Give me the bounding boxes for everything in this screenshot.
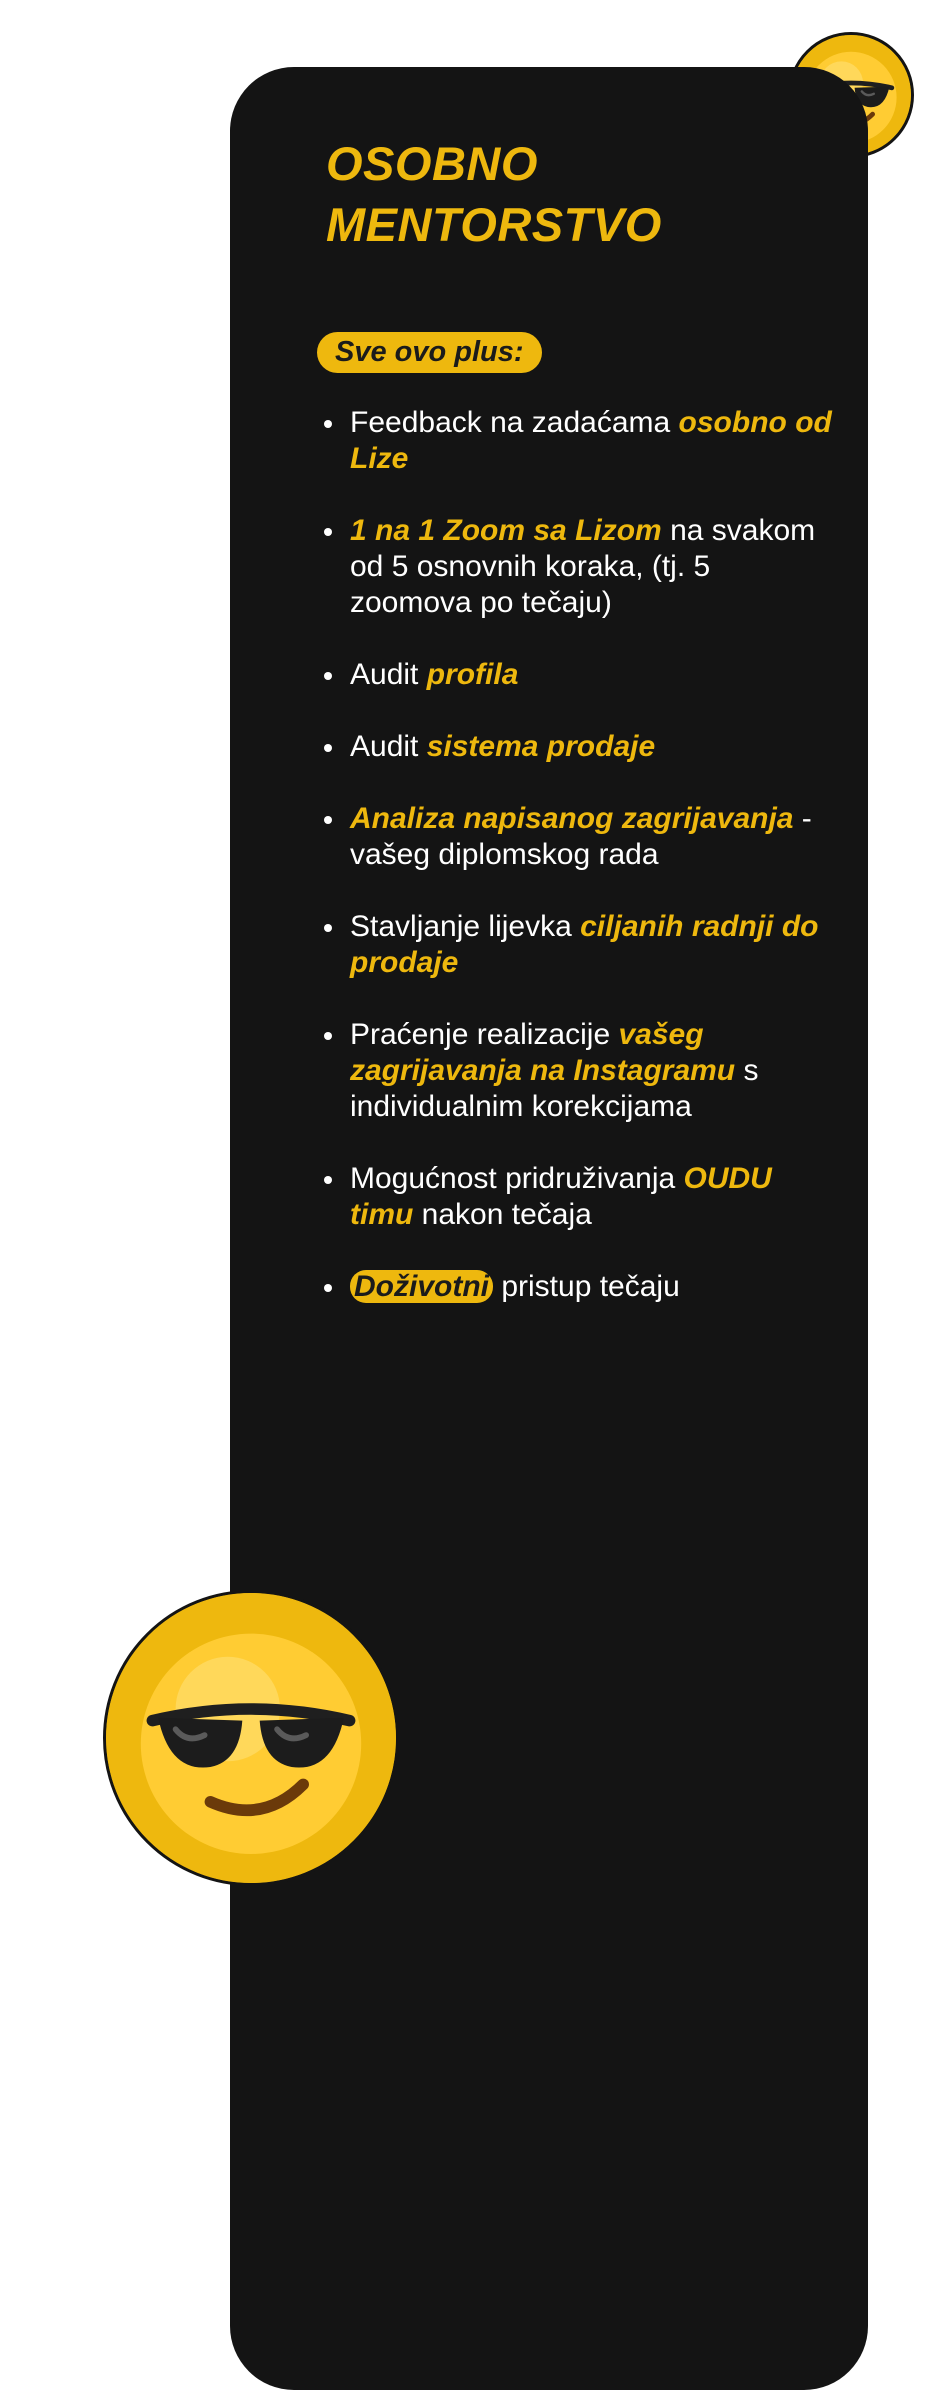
feature-highlight-pill: Doživotni: [350, 1270, 493, 1303]
feature-item: [320, 657, 840, 693]
feature-highlight: osobno od Lize: [350, 406, 832, 475]
feature-item: [320, 729, 840, 765]
feature-highlight: OUDU timu: [350, 1162, 772, 1231]
feature-text: pristup tečaju: [493, 1270, 680, 1303]
feature-item: [320, 1161, 840, 1233]
bullet-dot: [324, 1284, 332, 1292]
bullet-dot: [324, 1032, 332, 1040]
bullet-dot: [324, 924, 332, 932]
feature-text: na svakom od 5 osnovnih koraka, (tj. 5 zoomova po tečaju): [350, 514, 816, 619]
bullet-dot: [324, 816, 332, 824]
feature-item: [320, 1269, 840, 1305]
feature-item: [320, 801, 840, 873]
feature-highlight: Analiza napisanog zagrijavanja: [350, 802, 794, 835]
plan-title-line-1: OSOBNO: [326, 137, 538, 190]
feature-highlight: sistema prodaje: [426, 730, 656, 763]
bullet-dot: [324, 420, 332, 428]
feature-text: Stavljanje lijevka: [350, 910, 581, 943]
feature-highlight: profila: [426, 658, 519, 691]
plan-title-line-2: MENTORSTVO: [326, 198, 662, 251]
plan-title: [326, 133, 786, 255]
feature-highlight: 1 na 1 Zoom sa Lizom: [350, 514, 662, 547]
feature-text: - vašeg diplomskog rada: [350, 802, 812, 871]
feature-item: [320, 909, 840, 981]
feature-highlight: ciljanih radnji do prodaje: [350, 910, 819, 979]
feature-item: [320, 1017, 840, 1125]
feature-text: Audit: [350, 658, 427, 691]
feature-list: [320, 405, 840, 1341]
bullet-dot: [324, 528, 332, 536]
feature-item: [320, 405, 840, 477]
bullet-dot: [324, 1176, 332, 1184]
feature-text: Praćenje realizacije: [350, 1018, 619, 1051]
sunglasses-emoji-large-icon: [103, 1590, 399, 1886]
feature-text: s individualnim korekcijama: [350, 1054, 759, 1123]
mentorship-plan-card: [230, 67, 868, 2390]
bullet-dot: [324, 672, 332, 680]
feature-item: [320, 513, 840, 621]
feature-highlight: vašeg zagrijavanja na Instagramu: [350, 1018, 736, 1087]
feature-text: Feedback na zadaćama: [350, 406, 679, 439]
feature-text: Mogućnost pridruživanja: [350, 1162, 684, 1195]
bullet-dot: [324, 744, 332, 752]
includes-badge: Sve ovo plus:: [317, 332, 542, 373]
feature-text: nakon tečaja: [413, 1198, 592, 1231]
feature-text: Audit: [350, 730, 427, 763]
